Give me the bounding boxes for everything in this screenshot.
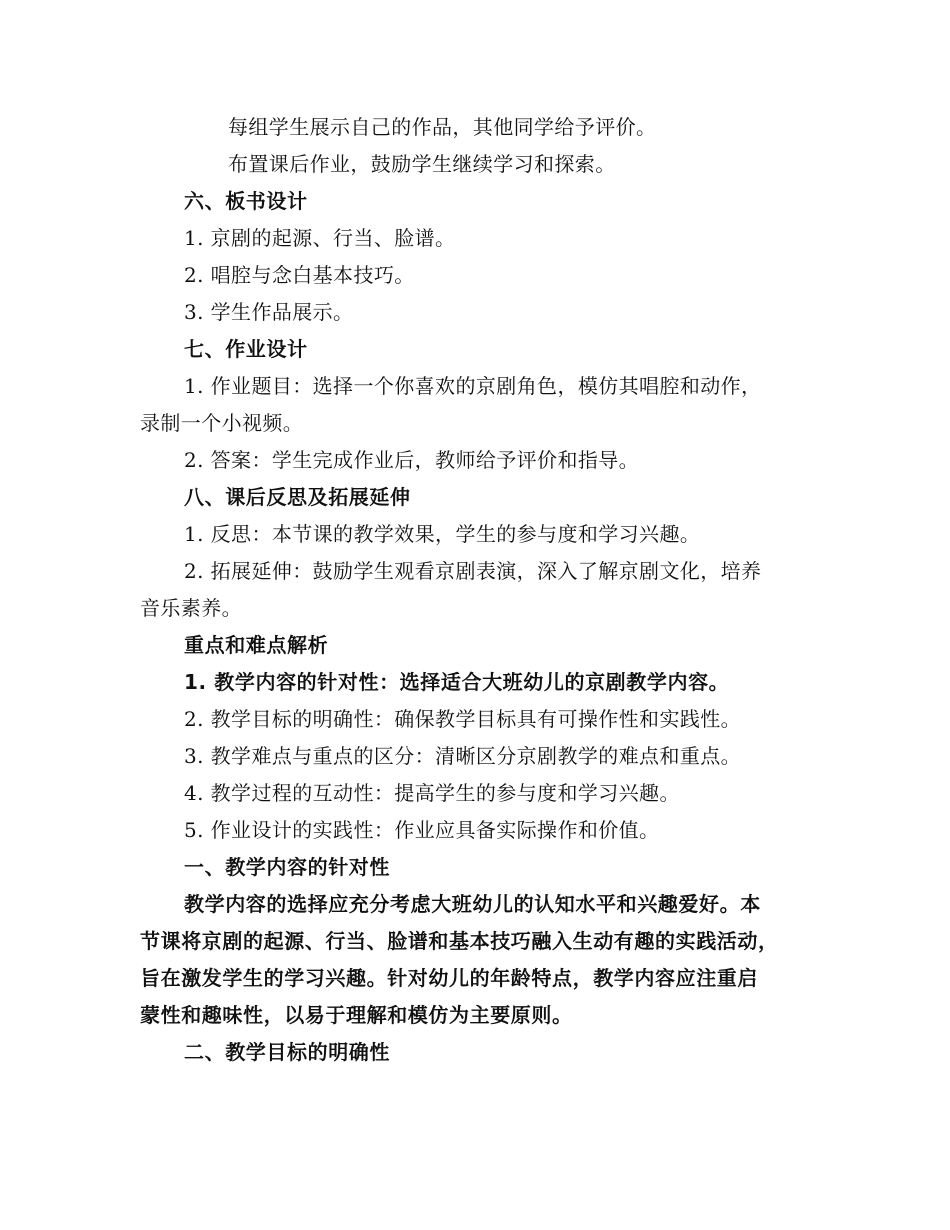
list-item: 2. 答案：学生完成作业后，教师给予评价和指导。	[184, 448, 640, 472]
text-line: 录制一个小视频。	[140, 411, 304, 435]
section-heading: 八、课后反思及拓展延伸	[184, 485, 411, 509]
section-heading: 七、作业设计	[184, 337, 308, 361]
text-line: 音乐素养。	[140, 596, 242, 620]
list-item: 1. 作业题目：选择一个你喜欢的京剧角色，模仿其唱腔和动作，	[184, 374, 762, 398]
text-line: 每组学生展示自己的作品，其他同学给予评价。	[228, 115, 657, 139]
section-heading: 六、板书设计	[184, 189, 308, 213]
list-item: 1. 京剧的起源、行当、脸谱。	[184, 226, 456, 250]
list-item: 3. 教学难点与重点的区分：清晰区分京剧教学的难点和重点。	[184, 744, 742, 768]
list-item: 2. 拓展延伸：鼓励学生观看京剧表演，深入了解京剧文化，培养	[184, 559, 762, 583]
list-item: 4. 教学过程的互动性：提高学生的参与度和学习兴趣。	[184, 781, 680, 805]
paragraph-line: 节课将京剧的起源、行当、脸谱和基本技巧融入生动有趣的实践活动，	[140, 929, 779, 953]
paragraph-line: 教学内容的选择应充分考虑大班幼儿的认知水平和兴趣爱好。本	[184, 892, 761, 916]
paragraph-line: 蒙性和趣味性，以易于理解和模仿为主要原则。	[140, 1003, 573, 1027]
section-heading: 一、教学内容的针对性	[184, 855, 390, 879]
list-item: 5. 作业设计的实践性：作业应具备实际操作和价值。	[184, 818, 660, 842]
list-item: 2. 唱腔与念白基本技巧。	[184, 263, 415, 287]
text-line: 布置课后作业，鼓励学生继续学习和探索。	[228, 152, 616, 176]
paragraph-line: 旨在激发学生的学习兴趣。针对幼儿的年龄特点，教学内容应注重启	[140, 966, 758, 990]
list-item: 2. 教学目标的明确性：确保教学目标具有可操作性和实践性。	[184, 707, 742, 731]
list-item: 3. 学生作品展示。	[184, 300, 354, 324]
list-item-bold: 1. 教学内容的针对性：选择适合大班幼儿的京剧教学内容。	[184, 670, 730, 694]
section-heading: 二、教学目标的明确性	[184, 1040, 390, 1064]
list-item: 1. 反思：本节课的教学效果，学生的参与度和学习兴趣。	[184, 522, 701, 546]
section-heading: 重点和难点解析	[184, 633, 329, 657]
